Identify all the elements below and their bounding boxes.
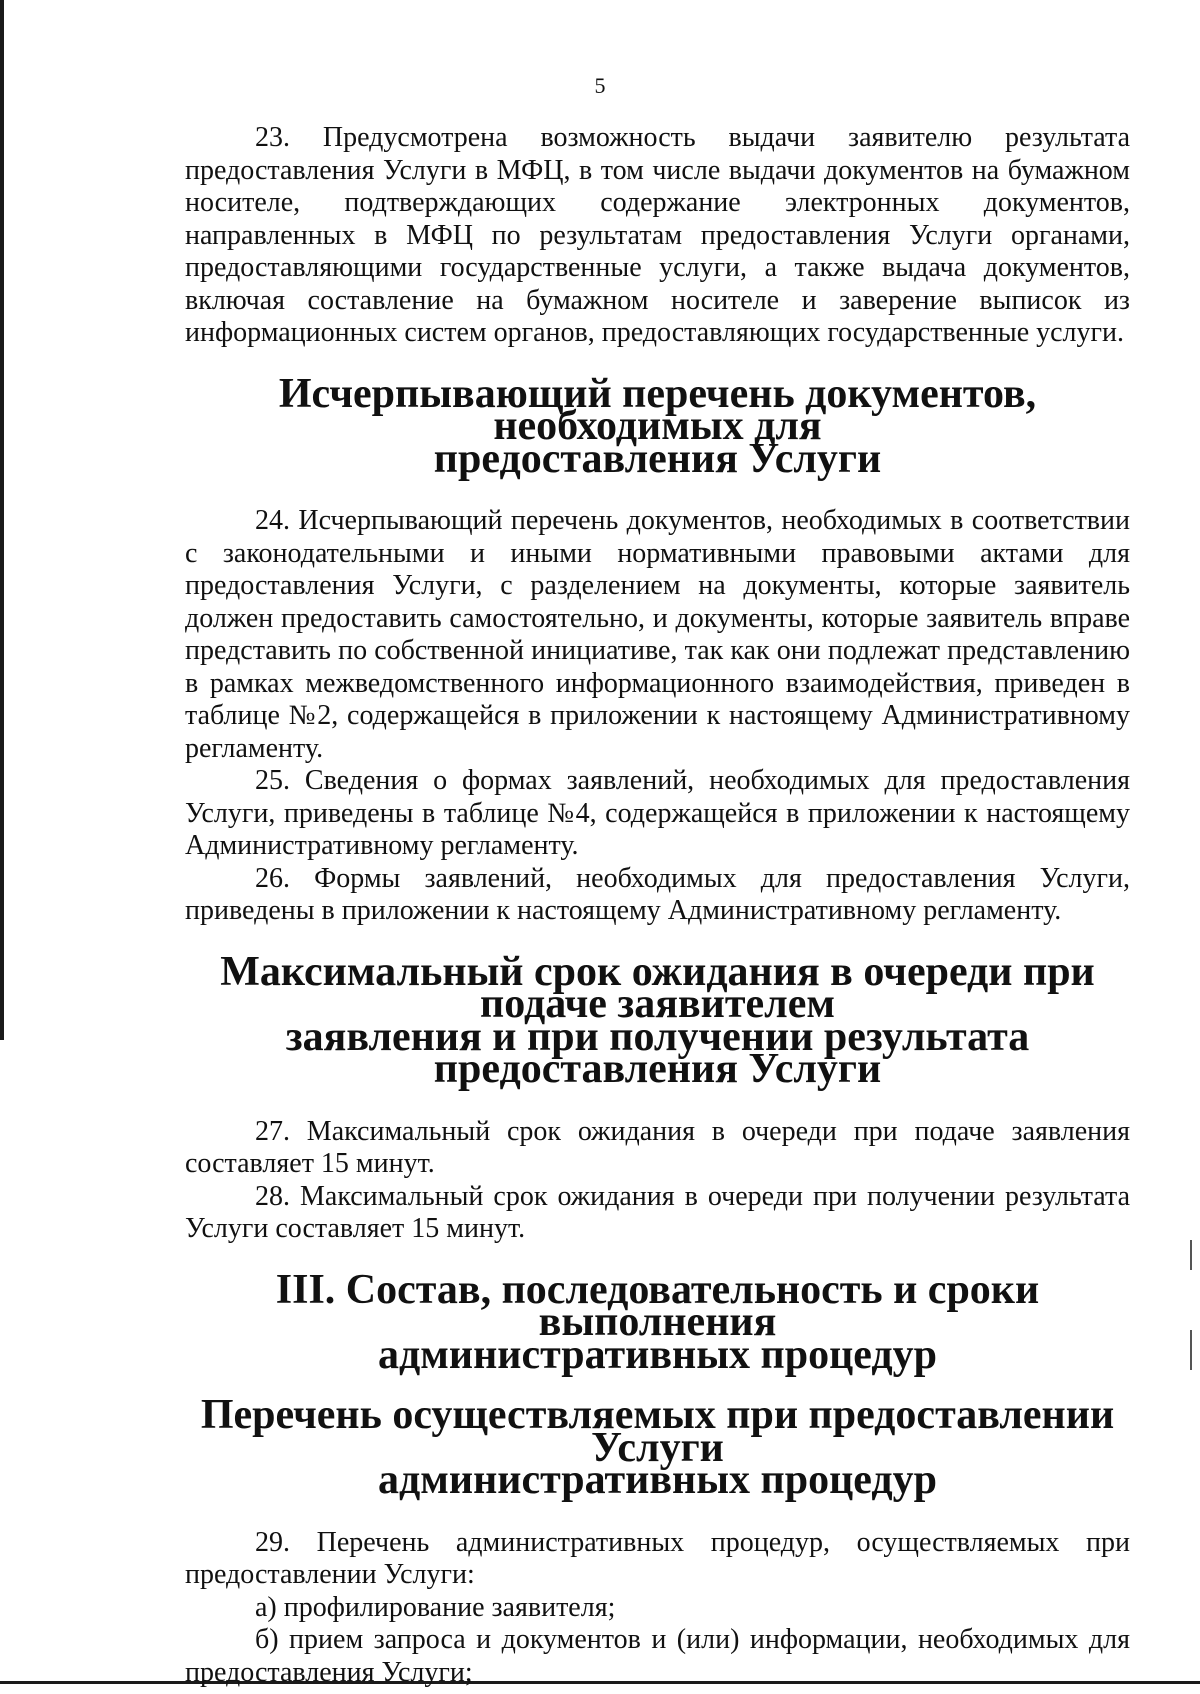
heading-section-3 (185, 1266, 1130, 1378)
scan-edge-left (0, 0, 4, 1040)
scan-edge-right-mark (1190, 1240, 1192, 1270)
paragraph-23: 23. Предусмотрена возможность выдачи заявителю результата предоставления Услуги в МФЦ, в том числе выдачи документов на бумажном носителе, подтверждающих содержание электронных документов, направленных в МФЦ по результатам предоставления Услуги органами, предоставляющими государственные услуги, а также выдача документов, включая составление на бумажном носителе и заверение выписок из информационных систем органов, предоставляющих государственные услуги. (185, 122, 1130, 348)
heading-line: заявления и при получении результата предоставления Услуги (285, 1013, 1030, 1092)
heading-line: Исчерпывающий перечень документов, необходимых для (278, 370, 1037, 449)
heading-line: административных процедур (378, 1331, 937, 1378)
paragraph-24: 24. Исчерпывающий перечень документов, необходимых в соответствии с законодательными и иными нормативными правовыми актами для предоставления Услуги, с разделением на документы, которые заявитель должен предоставить самостоятельно, и документы, которые заявитель вправе представить по собственной инициативе, так как они подлежат представлению в рамках межведомственного информационного взаимодействия, приведен в таблице №2, содержащейся в приложении к настоящему Административному регламенту. (185, 505, 1130, 764)
heading-line: III. Состав, последовательность и сроки выполнения (275, 1266, 1040, 1345)
scan-edge-right-mark (1190, 1330, 1192, 1370)
list-item-a: а) профилирование заявителя; (255, 1591, 616, 1623)
paragraph-26: 26. Формы заявлений, необходимых для предоставления Услуги, приведены в приложении к настоящему Административному регламенту. (185, 862, 1130, 926)
heading-line: Максимальный срок ожидания в очереди при подаче заявителем (220, 948, 1095, 1027)
heading-line: Перечень осуществляемых при предоставлении Услуги (200, 1392, 1115, 1471)
page-number: 5 (594, 73, 606, 98)
document-body (185, 122, 1130, 1689)
paragraph-29: 29. Перечень административных процедур, осуществляемых при предоставлении Услуги: (185, 1526, 1130, 1590)
paragraph-27: 27. Максимальный срок ожидания в очереди при подаче заявления составляет 15 минут. (185, 1115, 1130, 1179)
heading-line: предоставления Услуги (433, 435, 882, 482)
heading-procedures-list (185, 1392, 1130, 1503)
heading-line: административных процедур (378, 1457, 937, 1503)
heading-required-documents (185, 370, 1130, 482)
list-item-b: б) прием запроса и документов и (или) информации, необходимых для предоставления Услуги; (185, 1624, 1130, 1688)
paragraph-28: 28. Максимальный срок ожидания в очереди при получении результата Услуги составляет 15 минут. (185, 1180, 1130, 1244)
paragraph-25: 25. Сведения о формах заявлений, необходимых для предоставления Услуги, приведены в таблице №4, содержащейся в приложении к настоящему Административному регламенту. (185, 765, 1130, 861)
heading-max-waiting-time (185, 948, 1130, 1092)
